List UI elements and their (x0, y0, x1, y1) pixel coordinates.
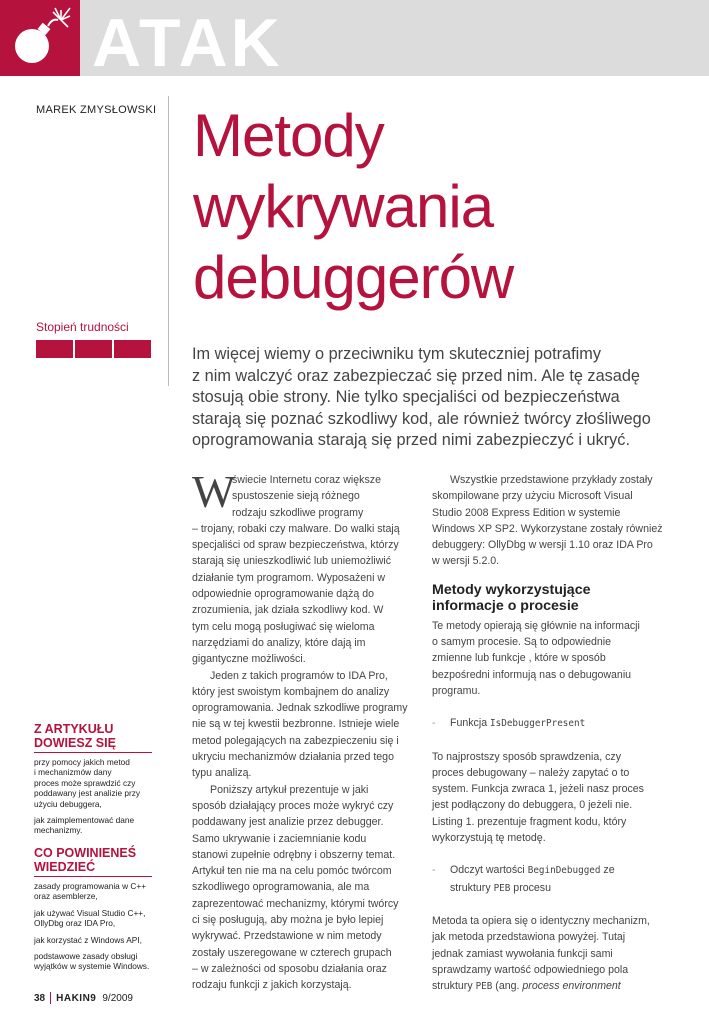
body-line: zostały uszeregowane w czterech grupach (192, 946, 392, 959)
list-line: przy pomocy jakich metod (34, 757, 130, 767)
body-line: proces debugowany – należy zapytać o to (432, 766, 630, 779)
list-item (34, 908, 162, 929)
section-heading (432, 582, 664, 614)
body-line: szkodliwego oprogramowania, ale ma (192, 881, 370, 894)
heading-line: informacje o procesie (432, 597, 579, 614)
body-line: Poniższy artykuł prezentuje w jaki (210, 783, 369, 796)
difficulty-bar (114, 340, 151, 358)
list-line: zasady programowania w C++ (34, 881, 147, 891)
body-line: zaprezentować mechanizmy, którymi twórcy (192, 897, 399, 910)
body-line: w wersji 5.2.0. (432, 555, 500, 568)
drop-cap: W (192, 466, 236, 517)
section-title: ATAK (92, 5, 283, 81)
body-line: wykorzystują tę metodę. (432, 832, 546, 845)
code-term: IsDebuggerPresent (490, 718, 586, 730)
title-divider (168, 96, 169, 386)
body-column-2 (432, 472, 664, 995)
header-icon-box (0, 0, 80, 76)
list-line: proces może sprawdzić czy (34, 777, 136, 788)
bullet-text: Funkcja (450, 717, 491, 730)
list-line: mechanizmy. (34, 825, 83, 836)
list-item (34, 881, 162, 902)
sidebar-heading-learn (34, 722, 116, 750)
body-line: Listing 1. prezentuje fragment kodu, który (432, 815, 627, 828)
bomb-icon (6, 6, 74, 72)
heading-line: Metody wykorzystujące (432, 581, 591, 598)
issue-number: 9/2009 (102, 992, 133, 1004)
list-line: jak zaimplementować dane (34, 815, 135, 826)
body-line: jest podłączony do debuggera, 0 jeżeli nie. (432, 799, 633, 812)
spacer (432, 733, 664, 749)
list-line: wyjątków w systemie Windows. (34, 961, 150, 972)
body-line: bezpośredni informują nas o debugowaniu (432, 668, 632, 681)
body-line: który jest swoistym kombajnem do analizy (192, 685, 390, 698)
body-line: – w zależności od sposobu działania oraz (192, 962, 387, 975)
body-line: rodzaju funkcji z jakich korzystają. (192, 979, 352, 992)
bullet-item (432, 862, 664, 879)
list-item (34, 935, 162, 945)
body-line: skompilowane przy użyciu Microsoft Visual (432, 490, 633, 503)
body-line: wykrywać. Przedstawione w nim metody (192, 930, 382, 943)
list-item (34, 757, 162, 809)
bullet-text: procesu (510, 881, 551, 894)
author-name: MAREK ZMYSŁOWSKI (36, 104, 157, 116)
body-line: ci się posługują, aby można je było lepiej (192, 914, 384, 927)
difficulty-bar (36, 340, 73, 358)
spacer (432, 846, 664, 862)
body-italic: process environment (522, 980, 621, 993)
body-line: Te metody opierają się głównie na informacji (432, 619, 640, 632)
footer-divider (50, 992, 51, 1004)
list-item (34, 815, 162, 836)
body-line: typu analizą. (192, 767, 252, 780)
list-item (34, 951, 162, 972)
body-line: Samo ukrywanie i zaciemnianie kodu (192, 832, 367, 845)
body-line: poddawany jest analizie przez debugger. (192, 816, 384, 829)
body-line: tym celu mogą posługiwać się wieloma (192, 620, 375, 633)
page-number: 38 (34, 992, 46, 1004)
body-line: sposób działający proces może wykryć czy (192, 799, 394, 812)
bullet-item-cont (432, 880, 664, 897)
list-line: jak korzystać z Windows API, (34, 934, 142, 945)
body-line: Jeden z takich programów to IDA Pro, (210, 669, 388, 682)
body-line: narzędziami do analizy, które dają im (192, 636, 366, 649)
lead-line: starają się poznać szkodliwy kod, ale również twórcy złośliwego (192, 409, 651, 428)
body-line: Metoda ta opiera się o identyczny mechanizm, (432, 914, 650, 927)
lead-line: stosują obie strony. Nie tylko specjaliści od bezpieczeństwa (192, 388, 620, 407)
body-line: spustoszenie sieją różnego (232, 490, 360, 503)
heading-line: CO POWINIENEŚ (34, 846, 137, 860)
body-line: starają się unieszkodliwić lub uniemożliwić (192, 555, 392, 568)
body-line: oprogramowania. Jednak szkodliwe programy (192, 702, 408, 715)
difficulty-label: Stopień trudności (36, 320, 129, 334)
body-line: debuggery: OllyDbg w wersji 1.10 oraz IDA Pro (432, 539, 653, 552)
body-line: – trojany, robaki czy malware. Do walki stają (192, 522, 400, 535)
spacer (432, 699, 664, 715)
sidebar-list-learn (34, 757, 162, 842)
body-line: zrozumienia, jak działa szkodliwy kod. W (192, 604, 384, 617)
lead-line: Im więcej wiemy o przeciwniku tym skuteczniej potrafimy (192, 345, 601, 363)
body-line: system. Funkcja zwraca 1, jeżeli nasz proces (432, 783, 644, 796)
body-text: (ang. (492, 980, 523, 993)
difficulty-bar (75, 340, 112, 358)
body-line: specjaliści od spraw bezpieczeństwa, którzy (192, 539, 399, 552)
difficulty-meter (36, 340, 151, 358)
body-line: sprawdzamy wartość odpowiedniego pola (432, 963, 629, 976)
body-column-1 (192, 472, 408, 994)
body-line: odpowiednie oprogramowanie dążą do (192, 588, 374, 601)
body-line: To najprostszy sposób sprawdzenia, czy (432, 750, 622, 763)
body-line: świecie Internetu coraz większe (232, 474, 381, 486)
body-line: zmienne lub funkcje , które w sposób (432, 652, 606, 665)
bullet-dash: - (432, 717, 436, 730)
body-line: gigantyczne możliwości. (192, 653, 306, 666)
list-line: OllyDbg oraz IDA Pro, (34, 918, 116, 929)
bullet-item (432, 715, 664, 732)
body-line: Wszystkie przedstawione przykłady zostały (450, 474, 653, 486)
body-line: Artykuł ten nie ma na celu pomóc twórcom (192, 865, 392, 878)
body-line: programu. (432, 684, 481, 697)
lead-paragraph (192, 344, 672, 452)
body-line: Windows XP SP2. Wykorzystane zostały również (432, 522, 663, 535)
sidebar-list-know (34, 881, 162, 978)
magazine-name: HAKIN9 (56, 992, 97, 1004)
lead-line: z nim walczyć oraz zabezpieczać się przed nim. Ale tę zasadę (192, 366, 640, 385)
lead-line: oprogramowania starają się przed nimi zabezpieczyć i ukryć. (192, 431, 630, 450)
sidebar-rule (34, 876, 152, 877)
bullet-dash: - (432, 864, 436, 877)
article-title (193, 100, 693, 313)
body-line: nie są w tej kwestii bezbronne. Istnieje wiele (192, 718, 400, 731)
body-line: ukryciu mechanizmów działania przed tego (192, 751, 394, 764)
list-line: poddawany jest analizie przy (34, 788, 141, 799)
bullet-text: Odczyt wartości (450, 864, 528, 877)
title-line: wykrywania (193, 173, 494, 240)
list-line: oraz asemblerze, (34, 891, 98, 902)
heading-line: WIEDZIEĆ (34, 860, 96, 874)
body-line (432, 978, 664, 995)
title-line: Metody (193, 102, 384, 169)
body-line: stanowi zupełnie odrębny i obszerny temat. (192, 848, 396, 861)
page-footer (34, 992, 133, 1004)
heading-line: Z ARTYKUŁU (34, 722, 114, 736)
bullet-text: ze (600, 864, 615, 877)
list-line: podstawowe zasady obsługi (34, 951, 138, 962)
body-line: działanie tym programom. Wyposażeni w (192, 571, 386, 584)
code-term: PEB (475, 981, 493, 993)
sidebar-rule (34, 752, 152, 753)
list-line: użyciu debuggera, (34, 798, 102, 809)
code-term: BeginDebugged (527, 865, 601, 877)
title-line: debuggerów (193, 244, 514, 311)
body-line: jak metoda przedstawiona powyżej. Tutaj (432, 931, 626, 944)
body-line: o samym procesie. Są to odpowiednie (432, 636, 612, 649)
body-line: jednak zamiast wywołania funkcji sami (432, 947, 613, 960)
list-line: i mechanizmów dany (34, 767, 112, 778)
bullet-text: struktury (450, 881, 494, 894)
spacer (432, 897, 664, 913)
body-line: Studio 2008 Express Edition w systemie (432, 506, 621, 519)
list-line: jak używać Visual Studio C++, (34, 907, 146, 918)
code-term: PEB (493, 882, 511, 894)
body-line: metod polegających na zabezpieczeniu się i (192, 734, 399, 747)
body-line: rodzaju szkodliwe programy (232, 506, 364, 519)
sidebar-heading-know (34, 846, 136, 874)
body-text: struktury (432, 980, 476, 993)
heading-line: DOWIESZ SIĘ (34, 736, 116, 750)
